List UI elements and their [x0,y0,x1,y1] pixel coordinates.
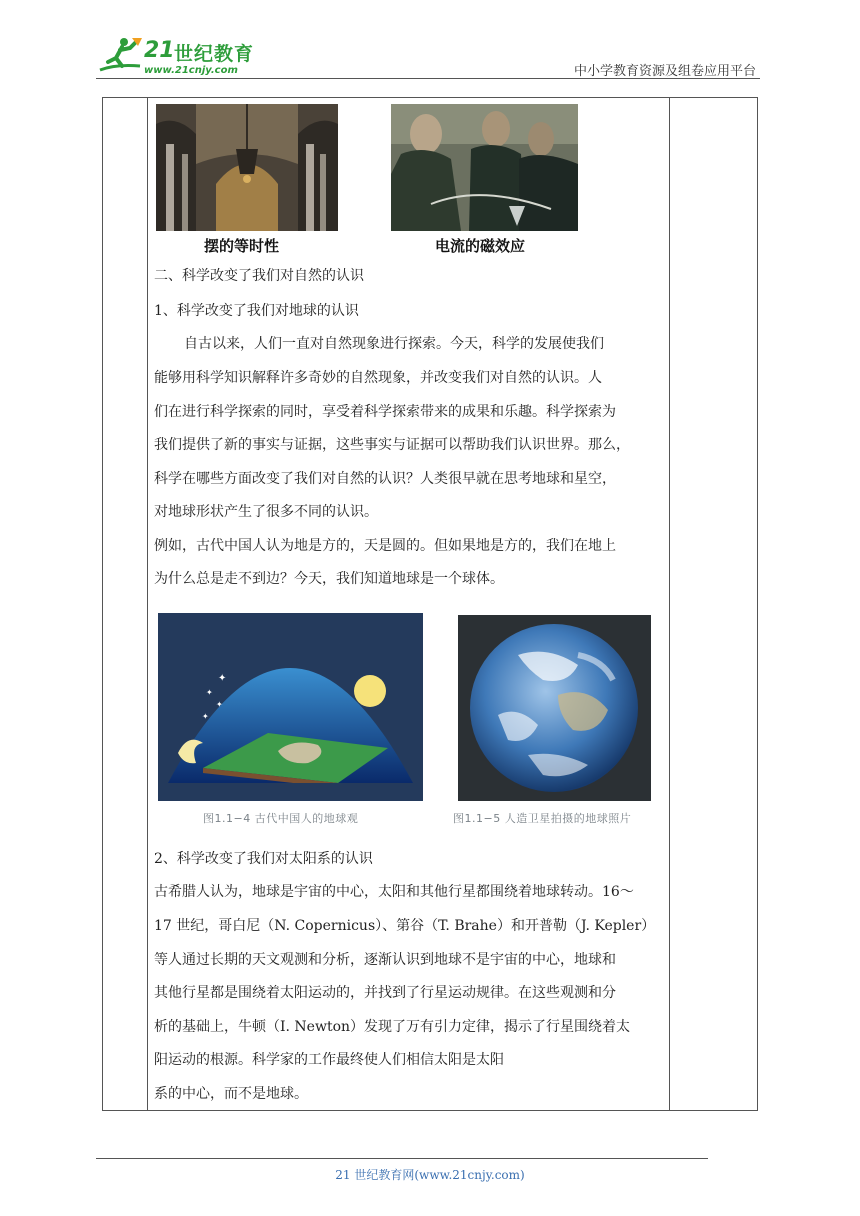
logo-text: 世纪教育 [174,43,255,65]
paragraph-line: 古希腊人认为，地球是宇宙的中心，太阳和其他行星都围绕着地球转动。16～ [154,884,634,900]
subsection-title-earth: 1、科学改变了我们对地球的认识 [154,303,359,319]
paragraph-line: 自古以来，人们一直对自然现象进行探索。今天，科学的发展使我们 [184,336,604,352]
footer-divider [96,1158,708,1159]
svg-text:✦: ✦ [216,700,223,709]
paragraph-line: 们在进行科学探索的同时，享受着科学探索带来的成果和乐趣。科学探索为 [154,404,616,420]
page-header [96,30,760,78]
magnetic-caption: 电流的磁效应 [435,237,526,255]
footer-text[interactable]: 21 世纪教育网(www.21cnjy.com) [335,1168,525,1182]
table-column-divider [147,98,148,1110]
header-divider [96,78,760,79]
svg-text:✦: ✦ [206,688,213,697]
paragraph-line: 能够用科学知识解释许多奇妙的自然现象，并改变我们对自然的认识。人 [154,370,602,386]
paragraph-line: 17 世纪，哥白尼（N. Copernicus）、第谷（T. Brahe）和开普勒（J. Kepler） [154,918,656,934]
pendulum-caption: 摆的等时性 [204,237,280,255]
paragraph-line: 阳运动的根源。科学家的工作最终使人们相信太阳是太阳 [154,1052,504,1068]
paragraph-line: 析的基础上，牛顿（I. Newton）发现了万有引力定律，揭示了行星围绕着太 [154,1019,631,1035]
logo-url: www.21cnjy.com [144,65,238,76]
svg-text:✦: ✦ [218,673,227,684]
satellite-earth-photo [458,615,651,801]
figure-caption-satellite: 图1.1−5 人造卫星拍摄的地球照片 [453,812,632,825]
site-logo[interactable] [96,36,266,76]
paragraph-line: 我们提供了新的事实与证据，这些事实与证据可以帮助我们认识世界。那么， [154,437,630,453]
paragraph-line: 科学在哪些方面改变了我们对自然的认识？人类很早就在思考地球和星空， [154,471,616,487]
paragraph-line: 系的中心，而不是地球。 [154,1086,308,1102]
section-title: 二、科学改变了我们对自然的认识 [154,268,364,284]
paragraph-line: 为什么总是走不到边？今天，我们知道地球是一个球体。 [154,571,504,587]
paragraph-line: 对地球形状产生了很多不同的认识。 [154,504,378,520]
pendulum-photo [156,104,338,231]
paragraph-line: 等人通过长期的天文观测和分析，逐渐认识到地球不是宇宙的中心，地球和 [154,952,616,968]
figure-caption-ancient: 图1.1−4 古代中国人的地球观 [203,812,359,825]
ancient-earth-view-illustration [158,613,423,801]
runner-logo-icon [96,36,146,76]
subsection-title-solar: 2、科学改变了我们对太阳系的认识 [154,851,373,867]
magnetic-effect-painting [391,104,578,231]
svg-text:✦: ✦ [202,712,209,721]
paragraph-line: 其他行星都是围绕着太阳运动的，并找到了行星运动规律。在这些观测和分 [154,985,616,1001]
paragraph-line: 例如，古代中国人认为地是方的，天是圆的。但如果地是方的，我们在地上 [154,538,616,554]
logo-number: 21 [144,38,175,63]
platform-title: 中小学教育资源及组卷应用平台 [573,64,756,79]
table-column-divider [669,98,670,1110]
